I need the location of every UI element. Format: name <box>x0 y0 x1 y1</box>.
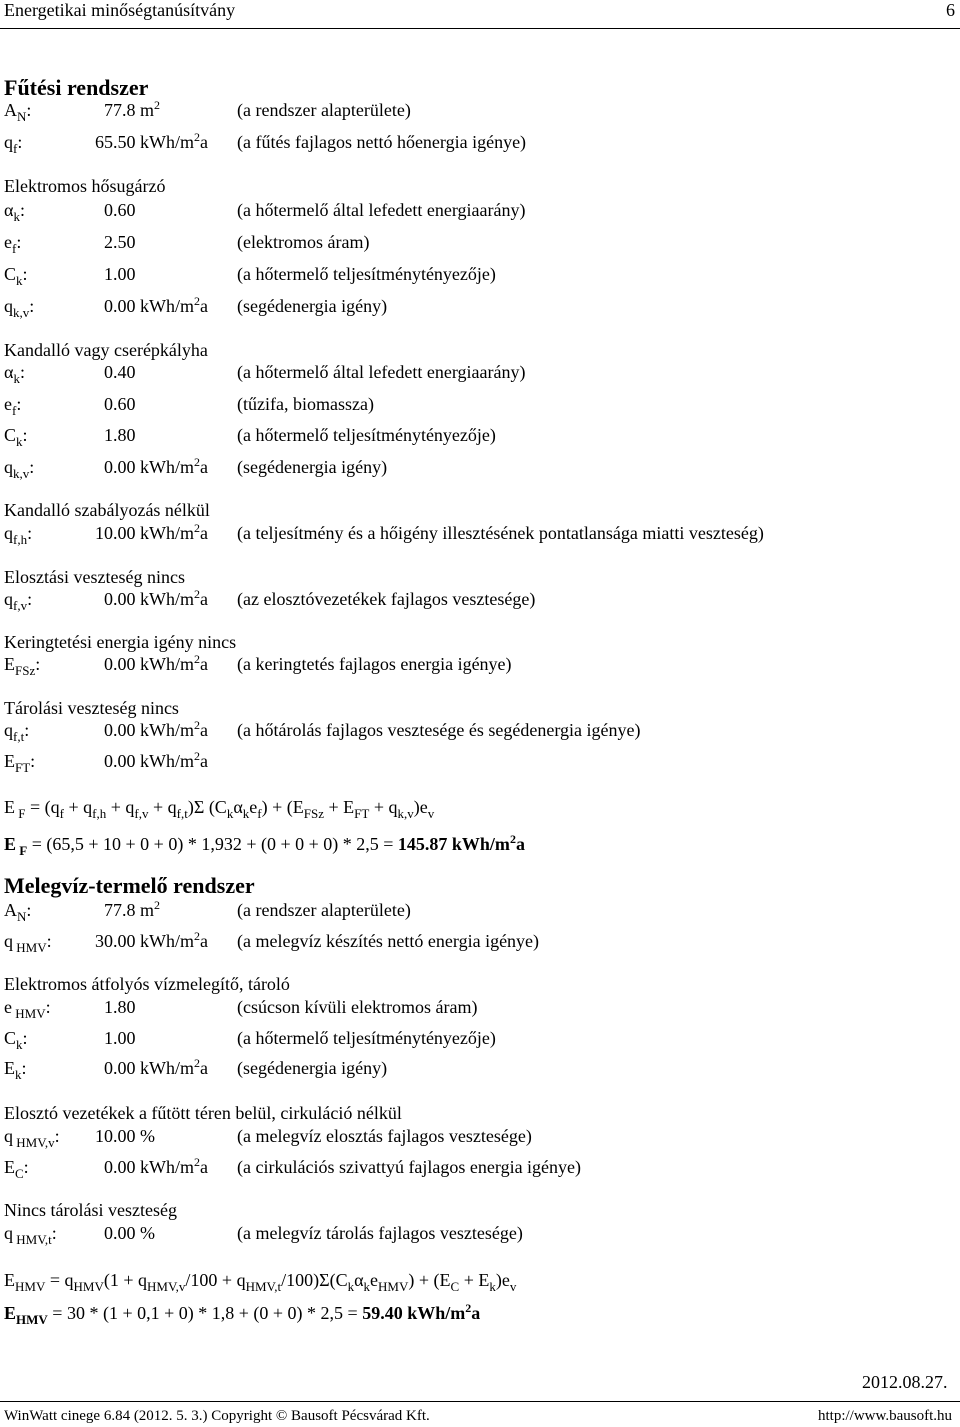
distribution-name: Elosztási veszteség nincs <box>4 567 185 587</box>
row-an: $A_N$: <box>4 100 32 124</box>
stove-ef-desc: (tűzifa, biomassza) <box>237 394 374 414</box>
electric-qkv-label: $q_{k,v}$: <box>4 296 35 320</box>
storage-name: Tárolási veszteség nincs <box>4 698 179 718</box>
header-rule <box>0 28 960 29</box>
storage-label: $q_{f,t}$: <box>4 720 30 744</box>
footer-date: 2012.08.27. <box>862 1372 948 1392</box>
hw-ehmv-value: 1.80 <box>104 997 136 1017</box>
hw-ek-label: $E_k$: <box>4 1058 27 1082</box>
hw-nostorage-desc: (a melegvíz tárolás fajlagos vesztesége) <box>237 1223 523 1243</box>
electric-ck-value: 1.00 <box>104 264 136 284</box>
hw-ek-desc: (segédenergia igény) <box>237 1058 388 1078</box>
hw-an-desc: (a rendszer alapterülete) <box>237 900 411 920</box>
regulation-value: 10.00 kWh/$m^2a$ <box>95 521 208 543</box>
hw-ck-value: 1.00 <box>104 1028 136 1048</box>
stove-alpha-label: $\alpha_k$: <box>4 362 25 386</box>
hotwater-section-title: Melegvíz-termelő rendszer <box>4 873 255 898</box>
document-title: Energetikai minőségtanúsítvány <box>4 0 236 20</box>
stove-alpha-value: 0.40 <box>104 362 136 382</box>
hw-ehmv-label: e $_{HMV}$: <box>4 997 51 1021</box>
electric-alpha-label: $\alpha_k$: <box>4 200 25 224</box>
hw-an-value: 77.8 $m^2$ <box>104 898 161 920</box>
electric-ck-label: $C_k$: <box>4 264 28 288</box>
hw-qhmv-value: 30.00 kWh/$m^2a$ <box>95 929 208 951</box>
hw-qhmvv-value: 10.00 % <box>95 1126 155 1146</box>
hw-ec-value: 0.00 kWh/$m^2a$ <box>104 1155 208 1177</box>
footer-rule <box>0 1401 960 1402</box>
heating-result: E $_F$ = (65,5 + 10 + 0 + 0) * 1,932 + (0 + 0 + 0) * 2,5 = 145.87 kWh/$m^2a$ <box>4 832 525 858</box>
stove-qkv-value: 0.00 kWh/$m^2a$ <box>104 455 208 477</box>
storage-desc: (a hőtárolás fajlagos vesztesége és segédenergia igénye) <box>237 720 641 740</box>
hw-pipes-name: Elosztó vezetékek a fűtött téren belül, cirkuláció nélkül <box>4 1103 402 1123</box>
electric-ck-desc: (a hőtermelő teljesítménytényezője) <box>237 264 496 284</box>
hw-qhmvv-label: q $_{HMV,v}$: <box>4 1126 60 1150</box>
hw-ehmv-desc: (csúcson kívüli elektromos áram) <box>237 997 478 1017</box>
stove-ck-value: 1.80 <box>104 425 136 445</box>
electric-ef-desc: (elektromos áram) <box>237 232 370 252</box>
stove-alpha-desc: (a hőtermelő által lefedett energiaarány) <box>237 362 526 382</box>
stove-name: Kandalló vagy cserépkályha <box>4 340 208 360</box>
distribution-label: $q_{f,v}$: <box>4 589 33 613</box>
footer-copyright: WinWatt cinege 6.84 (2012. 5. 3.) Copyright © Bausoft Pécsvárad Kft. <box>4 1408 430 1424</box>
electric-heater-name: Elektromos hősugárzó <box>4 176 166 196</box>
circulation-value: 0.00 kWh/$m^2a$ <box>104 652 208 674</box>
hw-nostorage-name: Nincs tárolási veszteség <box>4 1200 177 1220</box>
an-value: 77.8 $m^2$ <box>104 98 161 120</box>
hw-heater-name: Elektromos átfolyós vízmelegítő, tároló <box>4 974 290 994</box>
heating-section-title: Fűtési rendszer <box>4 75 149 100</box>
hw-qhmvv-desc: (a melegvíz elosztás fajlagos vesztesége) <box>237 1126 532 1146</box>
regulation-desc: (a teljesítmény és a hőigény illesztésének pontatlansága miatti veszteség) <box>237 523 764 543</box>
electric-alpha-value: 0.60 <box>104 200 136 220</box>
circulation-label: $E_{FSz}$: <box>4 654 41 678</box>
electric-alpha-desc: (a hőtermelő által lefedett energiaarány) <box>237 200 526 220</box>
stove-qkv-desc: (segédenergia igény) <box>237 457 388 477</box>
hw-nostorage-label: q $_{HMV,t}$: <box>4 1223 57 1247</box>
regulation-label: $q_{f,h}$: <box>4 523 33 547</box>
circulation-desc: (a keringtetés fajlagos energia igénye) <box>237 654 512 674</box>
hw-an-label: $A_N$: <box>4 900 32 924</box>
row-qf: $q_f$: <box>4 132 23 156</box>
eft-value: 0.00 kWh/$m^2a$ <box>104 749 208 771</box>
hw-ek-value: 0.00 kWh/$m^2a$ <box>104 1056 208 1078</box>
heating-formula: E $_F = (q_f + q_{f,h} + q_{f,v} + q_{f,t})\Sigma$ $(C_k\alpha_ke_f) + (E_{FSz} + E_{FT} + q_{k,v})e_v$ <box>4 797 435 821</box>
distribution-value: 0.00 kWh/$m^2a$ <box>104 587 208 609</box>
hotwater-formula: $E_{HMV} = q_{HMV}(1 + q_{HMV,v}/100 + q_{HMV,t}/100)\Sigma(C_k\alpha_ke_{HMV}) + (E_C + E_k)e_v$ <box>4 1270 517 1294</box>
stove-qkv-label: $q_{k,v}$: <box>4 457 35 481</box>
hw-ck-desc: (a hőtermelő teljesítménytényezője) <box>237 1028 496 1048</box>
hotwater-result: $E_{HMV} = 30 * (1 + 0,1 + 0) * 1,8 + (0 + 0) * 2,5 = 59.40$ kWh/$m^2a$ <box>4 1301 481 1327</box>
storage-value: 0.00 kWh/$m^2a$ <box>104 718 208 740</box>
stove-ck-label: $C_k$: <box>4 425 28 449</box>
page-number: 6 <box>946 0 955 20</box>
electric-qkv-desc: (segédenergia igény) <box>237 296 388 316</box>
stove-ck-desc: (a hőtermelő teljesítménytényezője) <box>237 425 496 445</box>
footer-link[interactable]: http://www.bausoft.hu <box>818 1408 953 1424</box>
electric-qkv-value: 0.00 kWh/$m^2a$ <box>104 294 208 316</box>
regulation-name: Kandalló szabályozás nélkül <box>4 500 210 520</box>
qf-desc: (a fűtés fajlagos nettó hőenergia igénye) <box>237 132 527 152</box>
electric-ef-label: $e_f$: <box>4 232 22 256</box>
qf-value: 65.50 kWh/$m^2a$ <box>95 130 208 152</box>
hw-ck-label: $C_k$: <box>4 1028 28 1052</box>
circulation-name: Keringtetési energia igény nincs <box>4 632 237 652</box>
hw-qhmv-desc: (a melegvíz készítés nettó energia igénye) <box>237 931 540 951</box>
hw-ec-label: $E_C$: <box>4 1157 29 1181</box>
eft-label: $E_{FT}$: <box>4 751 36 775</box>
stove-ef-label: $e_f$: <box>4 394 22 418</box>
hw-nostorage-value: 0.00 % <box>104 1223 155 1243</box>
stove-ef-value: 0.60 <box>104 394 136 414</box>
electric-ef-value: 2.50 <box>104 232 136 252</box>
hw-ec-desc: (a cirkulációs szivattyú fajlagos energia igénye) <box>237 1157 582 1177</box>
an-desc: (a rendszer alapterülete) <box>237 100 411 120</box>
hw-qhmv-label: q $_{HMV}$: <box>4 931 52 955</box>
distribution-desc: (az elosztóvezetékek fajlagos vesztesége) <box>237 589 536 609</box>
